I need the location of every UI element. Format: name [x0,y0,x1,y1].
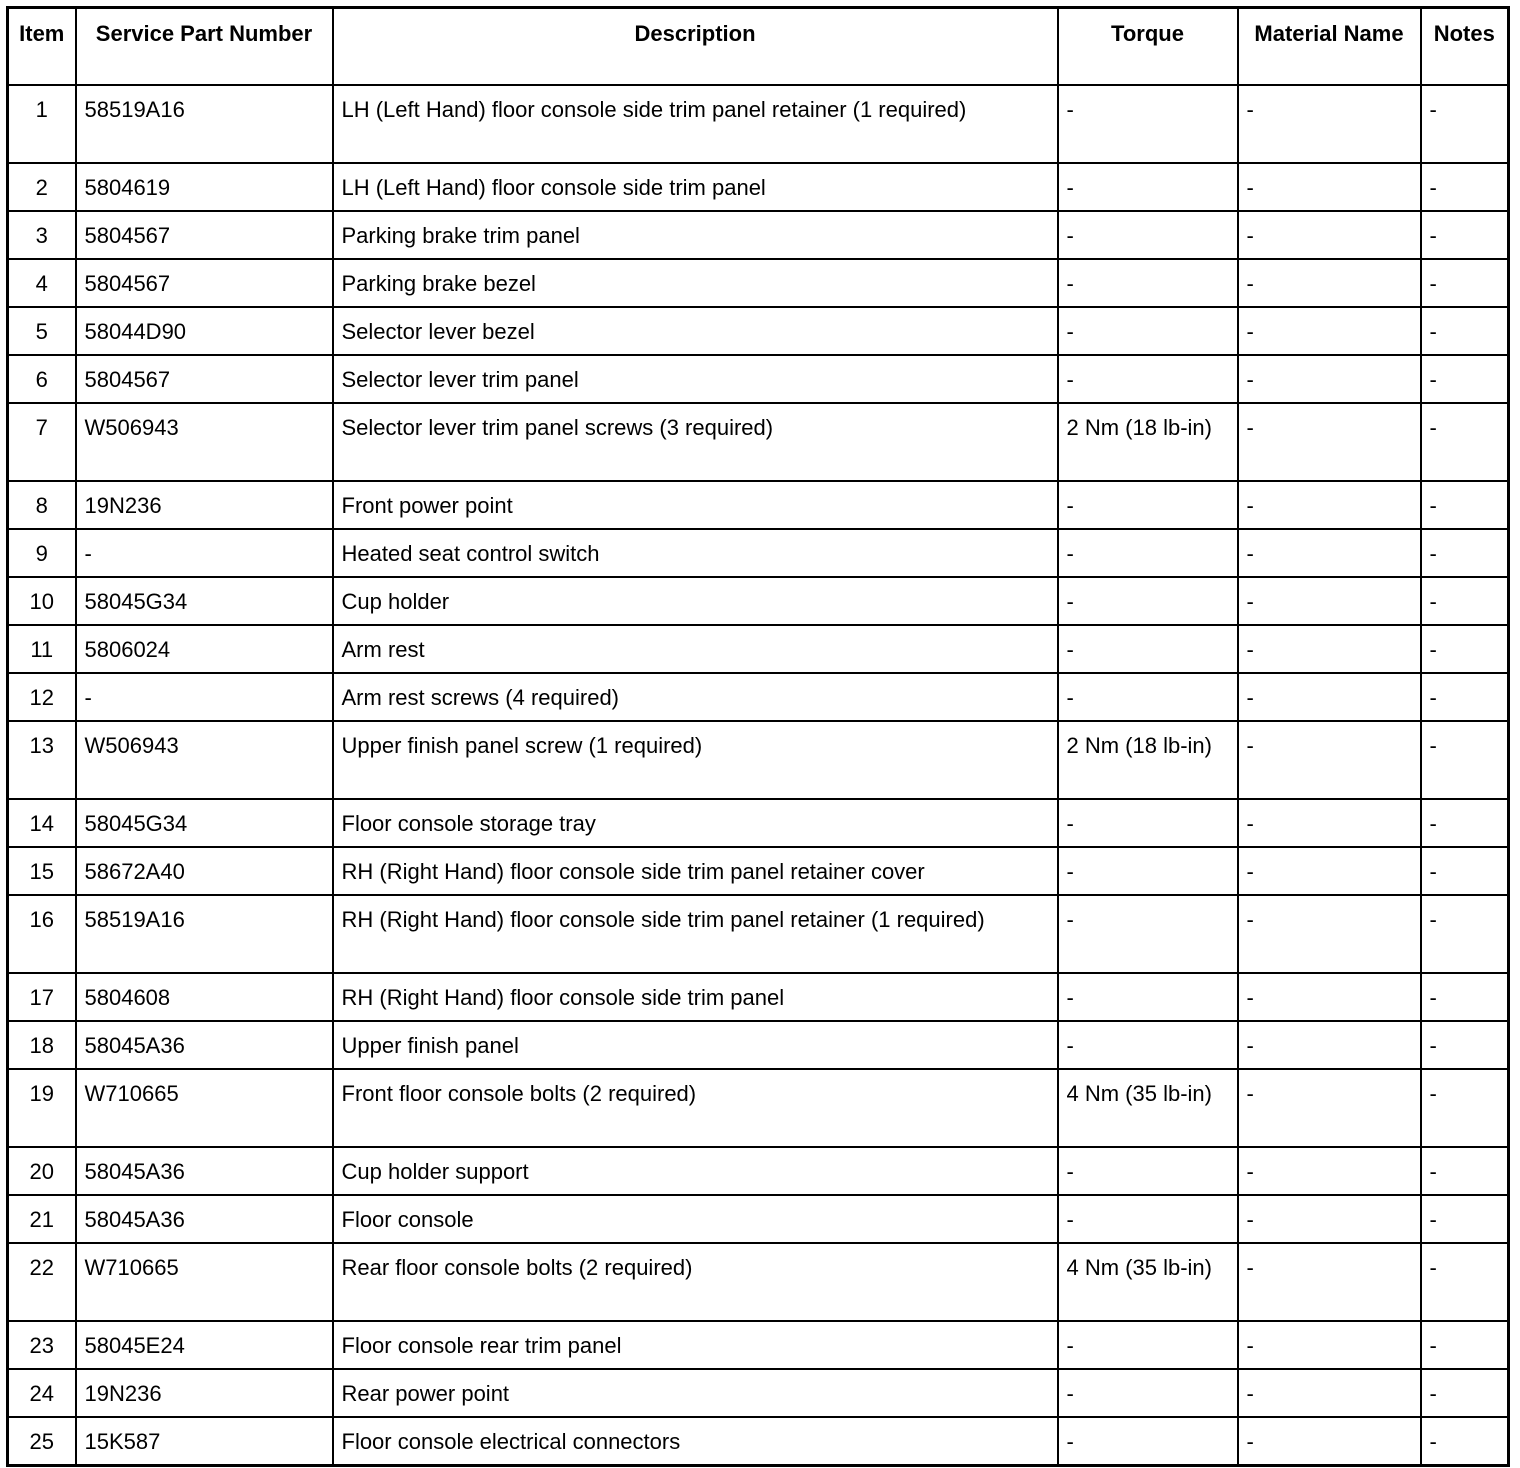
table-header [8,8,1509,86]
table-row [8,577,1509,625]
cell-material-name: - [1238,1417,1421,1466]
cell-item: 11 [8,625,76,673]
table-row [8,481,1509,529]
cell-notes: - [1421,847,1509,895]
cell-description: Rear floor console bolts (2 required) [333,1243,1058,1321]
cell-material-name: - [1238,355,1421,403]
cell-torque: - [1058,85,1238,163]
cell-description: Cup holder support [333,1147,1058,1195]
table-row [8,625,1509,673]
cell-description: Front power point [333,481,1058,529]
cell-service-part-number: 58519A16 [76,85,333,163]
cell-service-part-number: W710665 [76,1243,333,1321]
cell-item: 4 [8,259,76,307]
cell-torque: - [1058,355,1238,403]
cell-notes: - [1421,1147,1509,1195]
cell-item: 2 [8,163,76,211]
cell-torque: 2 Nm (18 lb-in) [1058,403,1238,481]
cell-service-part-number: W710665 [76,1069,333,1147]
cell-torque: - [1058,481,1238,529]
cell-material-name: - [1238,1069,1421,1147]
table-row [8,1369,1509,1417]
header-description: Description [333,8,1058,86]
cell-service-part-number: 5804608 [76,973,333,1021]
table-row [8,847,1509,895]
cell-item: 25 [8,1417,76,1466]
cell-material-name: - [1238,847,1421,895]
cell-service-part-number: 58044D90 [76,307,333,355]
cell-notes: - [1421,625,1509,673]
cell-material-name: - [1238,895,1421,973]
cell-description: Selector lever bezel [333,307,1058,355]
cell-notes: - [1421,895,1509,973]
cell-notes: - [1421,163,1509,211]
cell-item: 6 [8,355,76,403]
table-row [8,163,1509,211]
cell-description: RH (Right Hand) floor console side trim panel [333,973,1058,1021]
cell-notes: - [1421,673,1509,721]
table-row [8,259,1509,307]
cell-notes: - [1421,1069,1509,1147]
cell-material-name: - [1238,577,1421,625]
table-row [8,673,1509,721]
cell-item: 23 [8,1321,76,1369]
cell-notes: - [1421,577,1509,625]
cell-item: 12 [8,673,76,721]
cell-material-name: - [1238,211,1421,259]
cell-notes: - [1421,355,1509,403]
cell-notes: - [1421,721,1509,799]
table-row [8,973,1509,1021]
cell-torque: - [1058,847,1238,895]
cell-service-part-number: 5804567 [76,355,333,403]
cell-item: 15 [8,847,76,895]
cell-description: Heated seat control switch [333,529,1058,577]
cell-description: Arm rest screws (4 required) [333,673,1058,721]
cell-notes: - [1421,211,1509,259]
cell-service-part-number: 58045A36 [76,1021,333,1069]
cell-material-name: - [1238,529,1421,577]
cell-notes: - [1421,1243,1509,1321]
cell-description: LH (Left Hand) floor console side trim panel retainer (1 required) [333,85,1058,163]
table-row [8,529,1509,577]
cell-torque: - [1058,1021,1238,1069]
cell-service-part-number: 58045G34 [76,577,333,625]
cell-material-name: - [1238,1243,1421,1321]
cell-service-part-number: 58045G34 [76,799,333,847]
header-torque: Torque [1058,8,1238,86]
cell-service-part-number: W506943 [76,721,333,799]
cell-description: Floor console rear trim panel [333,1321,1058,1369]
cell-item: 8 [8,481,76,529]
table-row [8,799,1509,847]
cell-material-name: - [1238,625,1421,673]
cell-notes: - [1421,799,1509,847]
cell-service-part-number: - [76,529,333,577]
cell-material-name: - [1238,673,1421,721]
cell-item: 10 [8,577,76,625]
cell-torque: - [1058,895,1238,973]
cell-service-part-number: 58045A36 [76,1195,333,1243]
table-row [8,85,1509,163]
cell-material-name: - [1238,1147,1421,1195]
cell-material-name: - [1238,1321,1421,1369]
cell-item: 3 [8,211,76,259]
cell-item: 7 [8,403,76,481]
cell-service-part-number: 5806024 [76,625,333,673]
cell-item: 14 [8,799,76,847]
table-row [8,1021,1509,1069]
cell-torque: - [1058,1369,1238,1417]
cell-item: 9 [8,529,76,577]
cell-item: 13 [8,721,76,799]
cell-description: Arm rest [333,625,1058,673]
cell-torque: - [1058,625,1238,673]
cell-torque: - [1058,259,1238,307]
cell-item: 19 [8,1069,76,1147]
cell-item: 17 [8,973,76,1021]
cell-material-name: - [1238,1021,1421,1069]
cell-service-part-number: 58672A40 [76,847,333,895]
table-row [8,307,1509,355]
cell-torque: - [1058,307,1238,355]
cell-service-part-number: 19N236 [76,1369,333,1417]
cell-description: Selector lever trim panel screws (3 required) [333,403,1058,481]
table-row [8,403,1509,481]
cell-torque: 4 Nm (35 lb-in) [1058,1069,1238,1147]
cell-description: RH (Right Hand) floor console side trim panel retainer (1 required) [333,895,1058,973]
cell-material-name: - [1238,403,1421,481]
cell-material-name: - [1238,973,1421,1021]
cell-item: 21 [8,1195,76,1243]
table-row [8,1243,1509,1321]
cell-torque: - [1058,673,1238,721]
cell-material-name: - [1238,163,1421,211]
header-material-name: Material Name [1238,8,1421,86]
cell-service-part-number: 5804567 [76,259,333,307]
cell-description: Front floor console bolts (2 required) [333,1069,1058,1147]
cell-item: 1 [8,85,76,163]
table-row [8,1321,1509,1369]
cell-material-name: - [1238,259,1421,307]
cell-service-part-number: 5804619 [76,163,333,211]
cell-material-name: - [1238,85,1421,163]
cell-description: Parking brake bezel [333,259,1058,307]
cell-notes: - [1421,85,1509,163]
table-row [8,1195,1509,1243]
table-row [8,1147,1509,1195]
table-row [8,1417,1509,1466]
cell-material-name: - [1238,799,1421,847]
table-row [8,721,1509,799]
cell-item: 5 [8,307,76,355]
cell-torque: - [1058,1321,1238,1369]
header-row [8,8,1509,86]
cell-notes: - [1421,1369,1509,1417]
cell-material-name: - [1238,1369,1421,1417]
cell-item: 24 [8,1369,76,1417]
cell-description: Floor console [333,1195,1058,1243]
cell-description: Cup holder [333,577,1058,625]
table-row [8,1069,1509,1147]
cell-material-name: - [1238,307,1421,355]
parts-table [6,6,1510,1467]
cell-notes: - [1421,307,1509,355]
cell-item: 18 [8,1021,76,1069]
cell-torque: - [1058,577,1238,625]
cell-service-part-number: 5804567 [76,211,333,259]
cell-torque: - [1058,799,1238,847]
cell-description: Floor console storage tray [333,799,1058,847]
cell-service-part-number: 19N236 [76,481,333,529]
table-body [8,85,1509,1466]
cell-notes: - [1421,1417,1509,1466]
cell-torque: - [1058,529,1238,577]
cell-torque: - [1058,973,1238,1021]
cell-description: RH (Right Hand) floor console side trim panel retainer cover [333,847,1058,895]
header-service-part-number: Service Part Number [76,8,333,86]
table-row [8,211,1509,259]
cell-service-part-number: 58519A16 [76,895,333,973]
cell-notes: - [1421,973,1509,1021]
cell-description: Floor console electrical connectors [333,1417,1058,1466]
table-row [8,355,1509,403]
cell-notes: - [1421,481,1509,529]
cell-notes: - [1421,259,1509,307]
header-notes: Notes [1421,8,1509,86]
cell-notes: - [1421,403,1509,481]
cell-material-name: - [1238,1195,1421,1243]
cell-item: 22 [8,1243,76,1321]
cell-torque: - [1058,1417,1238,1466]
cell-torque: 4 Nm (35 lb-in) [1058,1243,1238,1321]
cell-notes: - [1421,1195,1509,1243]
cell-description: Rear power point [333,1369,1058,1417]
table-row [8,895,1509,973]
cell-material-name: - [1238,481,1421,529]
cell-service-part-number: 58045E24 [76,1321,333,1369]
cell-description: Upper finish panel [333,1021,1058,1069]
cell-service-part-number: 58045A36 [76,1147,333,1195]
cell-description: Selector lever trim panel [333,355,1058,403]
cell-notes: - [1421,529,1509,577]
cell-notes: - [1421,1021,1509,1069]
cell-torque: - [1058,211,1238,259]
cell-service-part-number: W506943 [76,403,333,481]
cell-material-name: - [1238,721,1421,799]
cell-service-part-number: - [76,673,333,721]
header-item: Item [8,8,76,86]
cell-notes: - [1421,1321,1509,1369]
cell-item: 20 [8,1147,76,1195]
cell-description: LH (Left Hand) floor console side trim panel [333,163,1058,211]
cell-torque: 2 Nm (18 lb-in) [1058,721,1238,799]
cell-torque: - [1058,163,1238,211]
cell-item: 16 [8,895,76,973]
cell-torque: - [1058,1195,1238,1243]
cell-service-part-number: 15K587 [76,1417,333,1466]
cell-description: Parking brake trim panel [333,211,1058,259]
cell-torque: - [1058,1147,1238,1195]
cell-description: Upper finish panel screw (1 required) [333,721,1058,799]
